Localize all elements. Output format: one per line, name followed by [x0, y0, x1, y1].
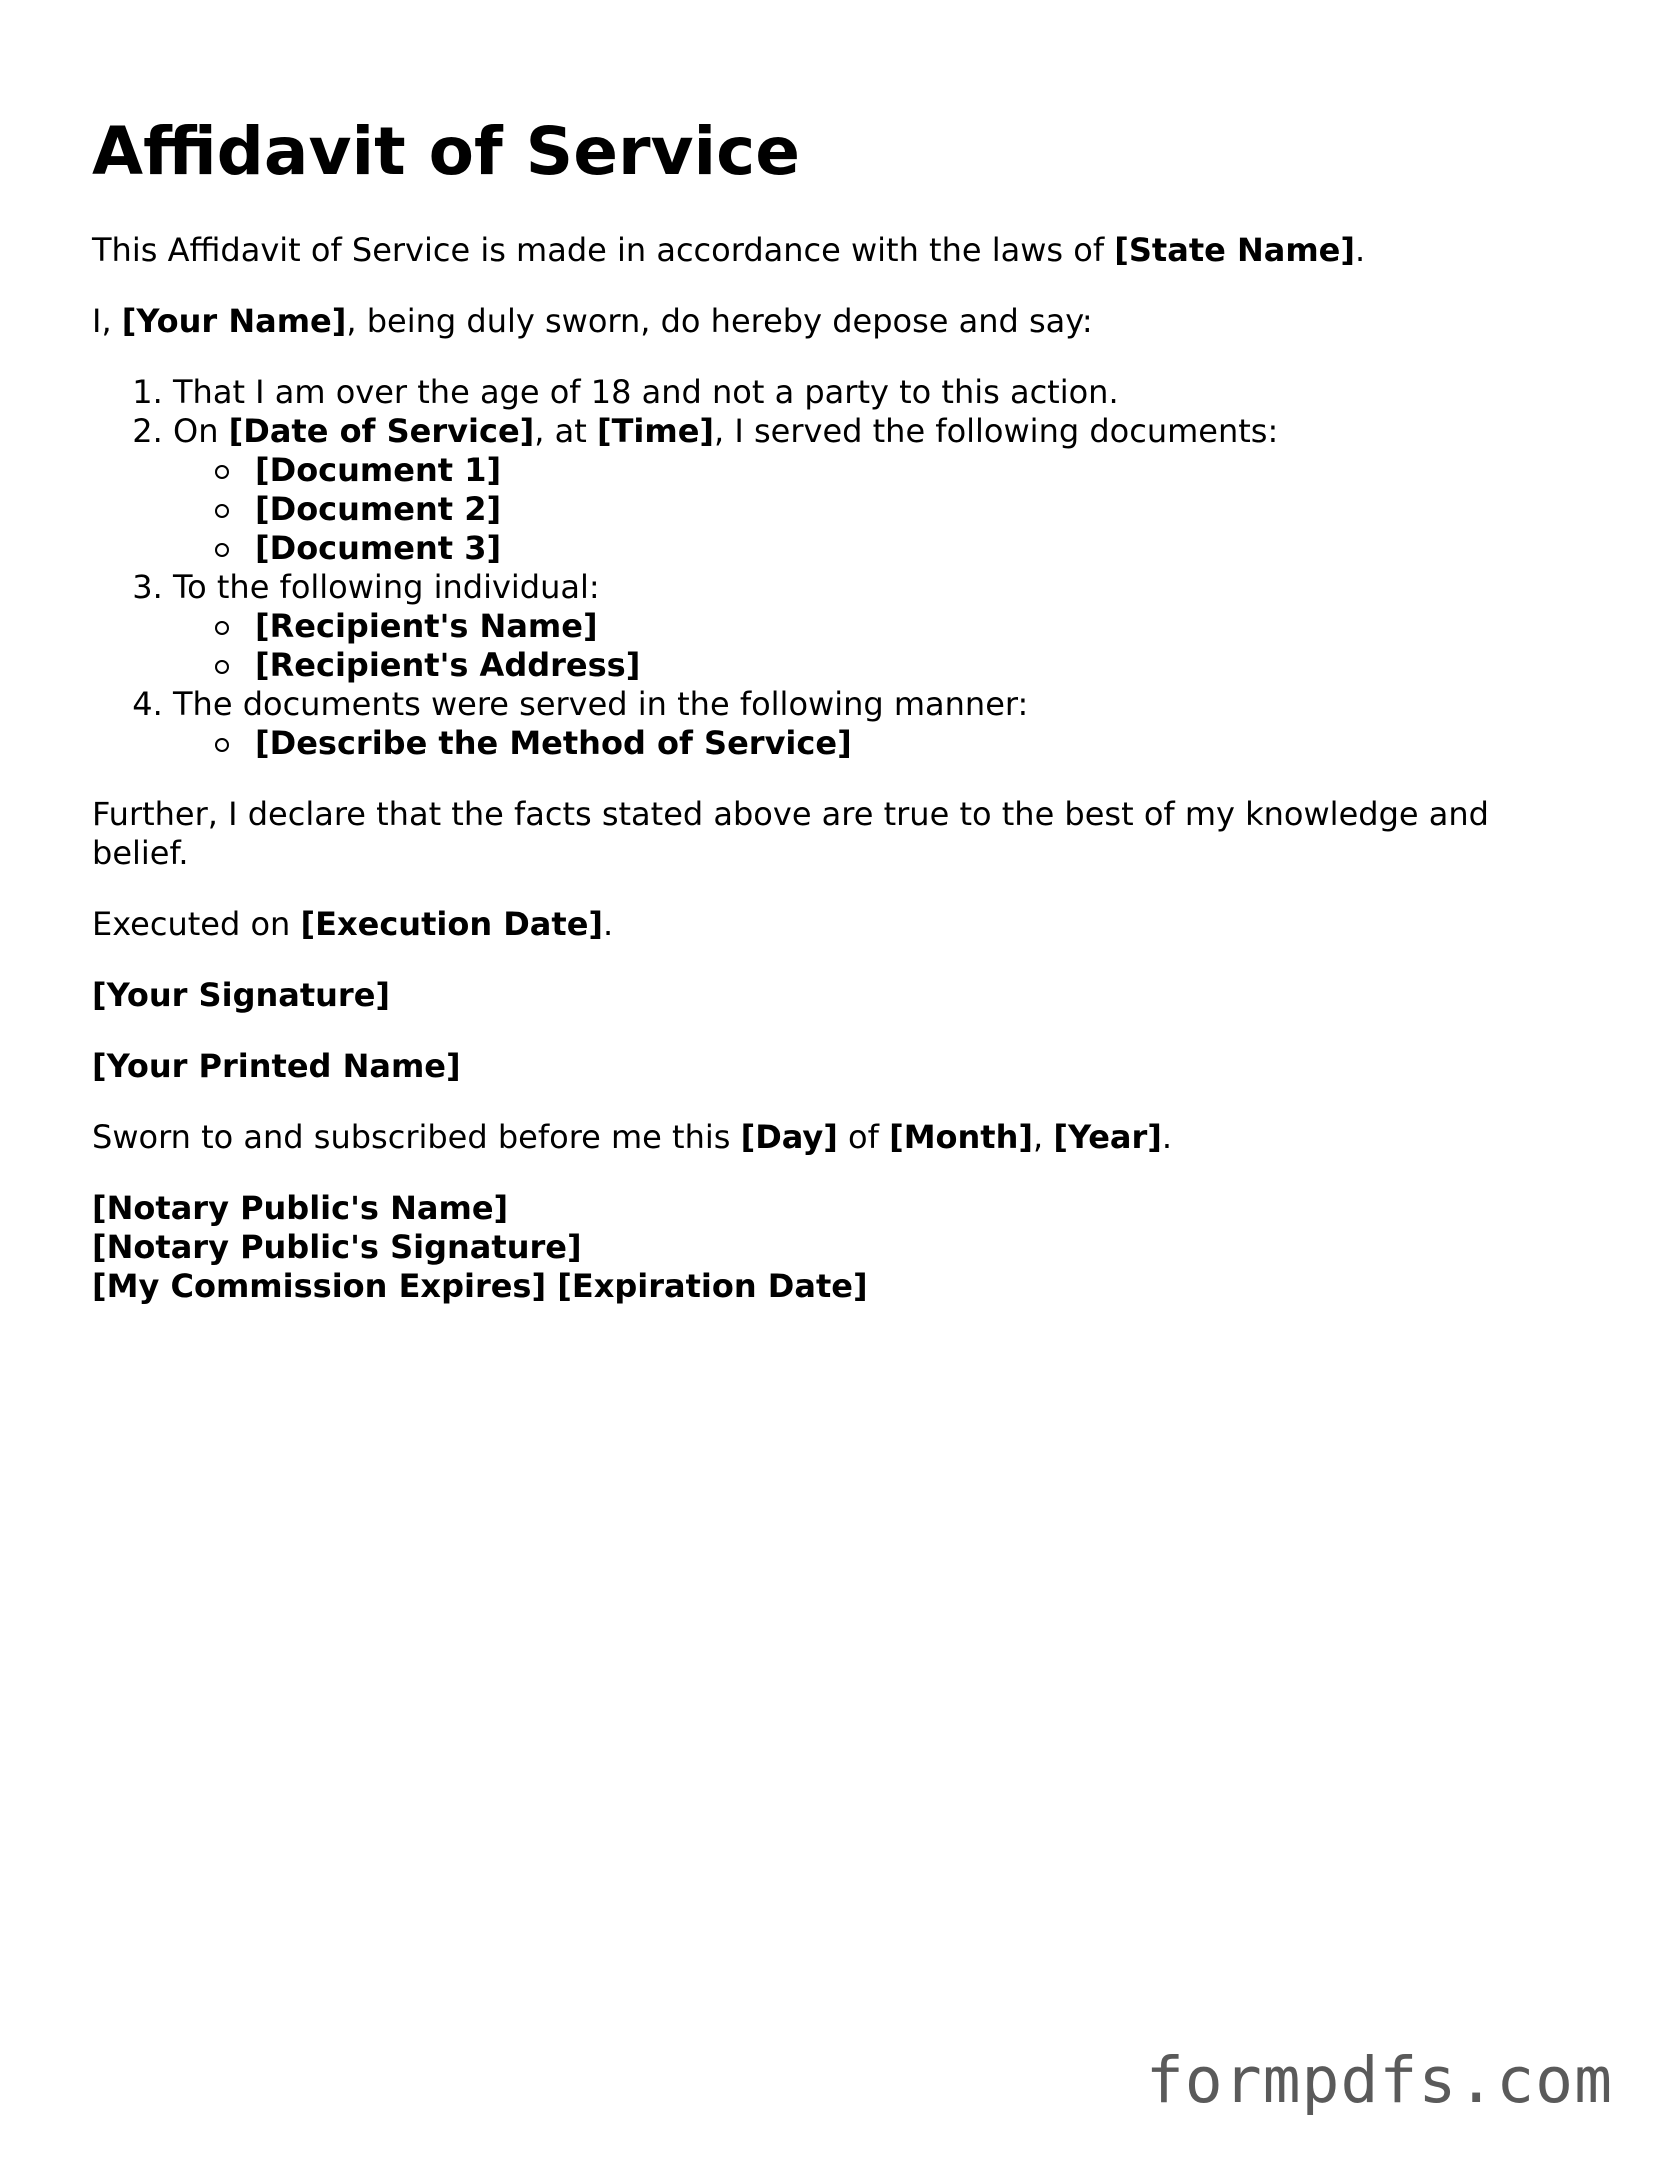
date-of-service-field: [Date of Service] — [228, 412, 535, 451]
method-item: [Describe the Method of Service] — [215, 724, 1582, 763]
statement-item-1: 1. That I am over the age of 18 and not a party to this action. — [173, 373, 1582, 412]
document-item: [Document 2] — [215, 490, 1582, 529]
state-name-field: [State Name] — [1114, 231, 1355, 270]
notary-name: [Notary Public's Name] — [92, 1189, 509, 1228]
printed-name-line: [Your Printed Name] — [92, 1047, 461, 1086]
execution-date-field: [Execution Date] — [300, 905, 604, 944]
statement-item-3: 3. To the following individual: [Recipient's Name] [Recipient's Address] — [173, 568, 1582, 685]
executed-paragraph: Executed on [Execution Date]. — [92, 905, 614, 944]
document-item: [Document 3] — [215, 529, 1582, 568]
intro-paragraph: This Affidavit of Service is made in accordance with the laws of [State Name]. — [92, 231, 1366, 270]
statement-item-4: 4. The documents were served in the following manner: [Describe the Method of Service] — [173, 685, 1582, 763]
oath-paragraph: I, [Your Name], being duly sworn, do hereby depose and say: — [92, 302, 1093, 341]
signature-line: [Your Signature] — [92, 976, 391, 1015]
sworn-paragraph: Sworn to and subscribed before me this [Day] of [Month], [Year]. — [92, 1118, 1173, 1157]
notary-block — [92, 1189, 1582, 1306]
recipient-name-item: [Recipient's Name] — [215, 607, 1582, 646]
recipient-address-item: [Recipient's Address] — [215, 646, 1582, 685]
notary-commission: [My Commission Expires] [Expiration Date] — [92, 1267, 868, 1306]
method-list — [173, 724, 1582, 763]
statements-list — [92, 373, 1582, 763]
year-field: [Year] — [1053, 1118, 1162, 1157]
statement-item-2: 2. On [Date of Service], at [Time], I served the following documents: [Document 1] [Document 2] [Document 3] — [173, 412, 1582, 568]
your-name-field: [Your Name] — [121, 302, 347, 341]
declaration-paragraph: Further, I declare that the facts stated above are true to the best of my knowledge and belief. — [92, 795, 1489, 873]
page-title: Affidavit of Service — [92, 113, 801, 190]
month-field: [Month] — [889, 1118, 1033, 1157]
documents-list — [173, 451, 1582, 568]
recipient-list — [173, 607, 1582, 685]
time-field: [Time] — [596, 412, 715, 451]
watermark: formpdfs.com — [1145, 2044, 1613, 2117]
notary-signature: [Notary Public's Signature] — [92, 1228, 582, 1267]
day-field: [Day] — [740, 1118, 838, 1157]
affidavit-document — [92, 112, 1582, 1306]
document-item: [Document 1] — [215, 451, 1582, 490]
